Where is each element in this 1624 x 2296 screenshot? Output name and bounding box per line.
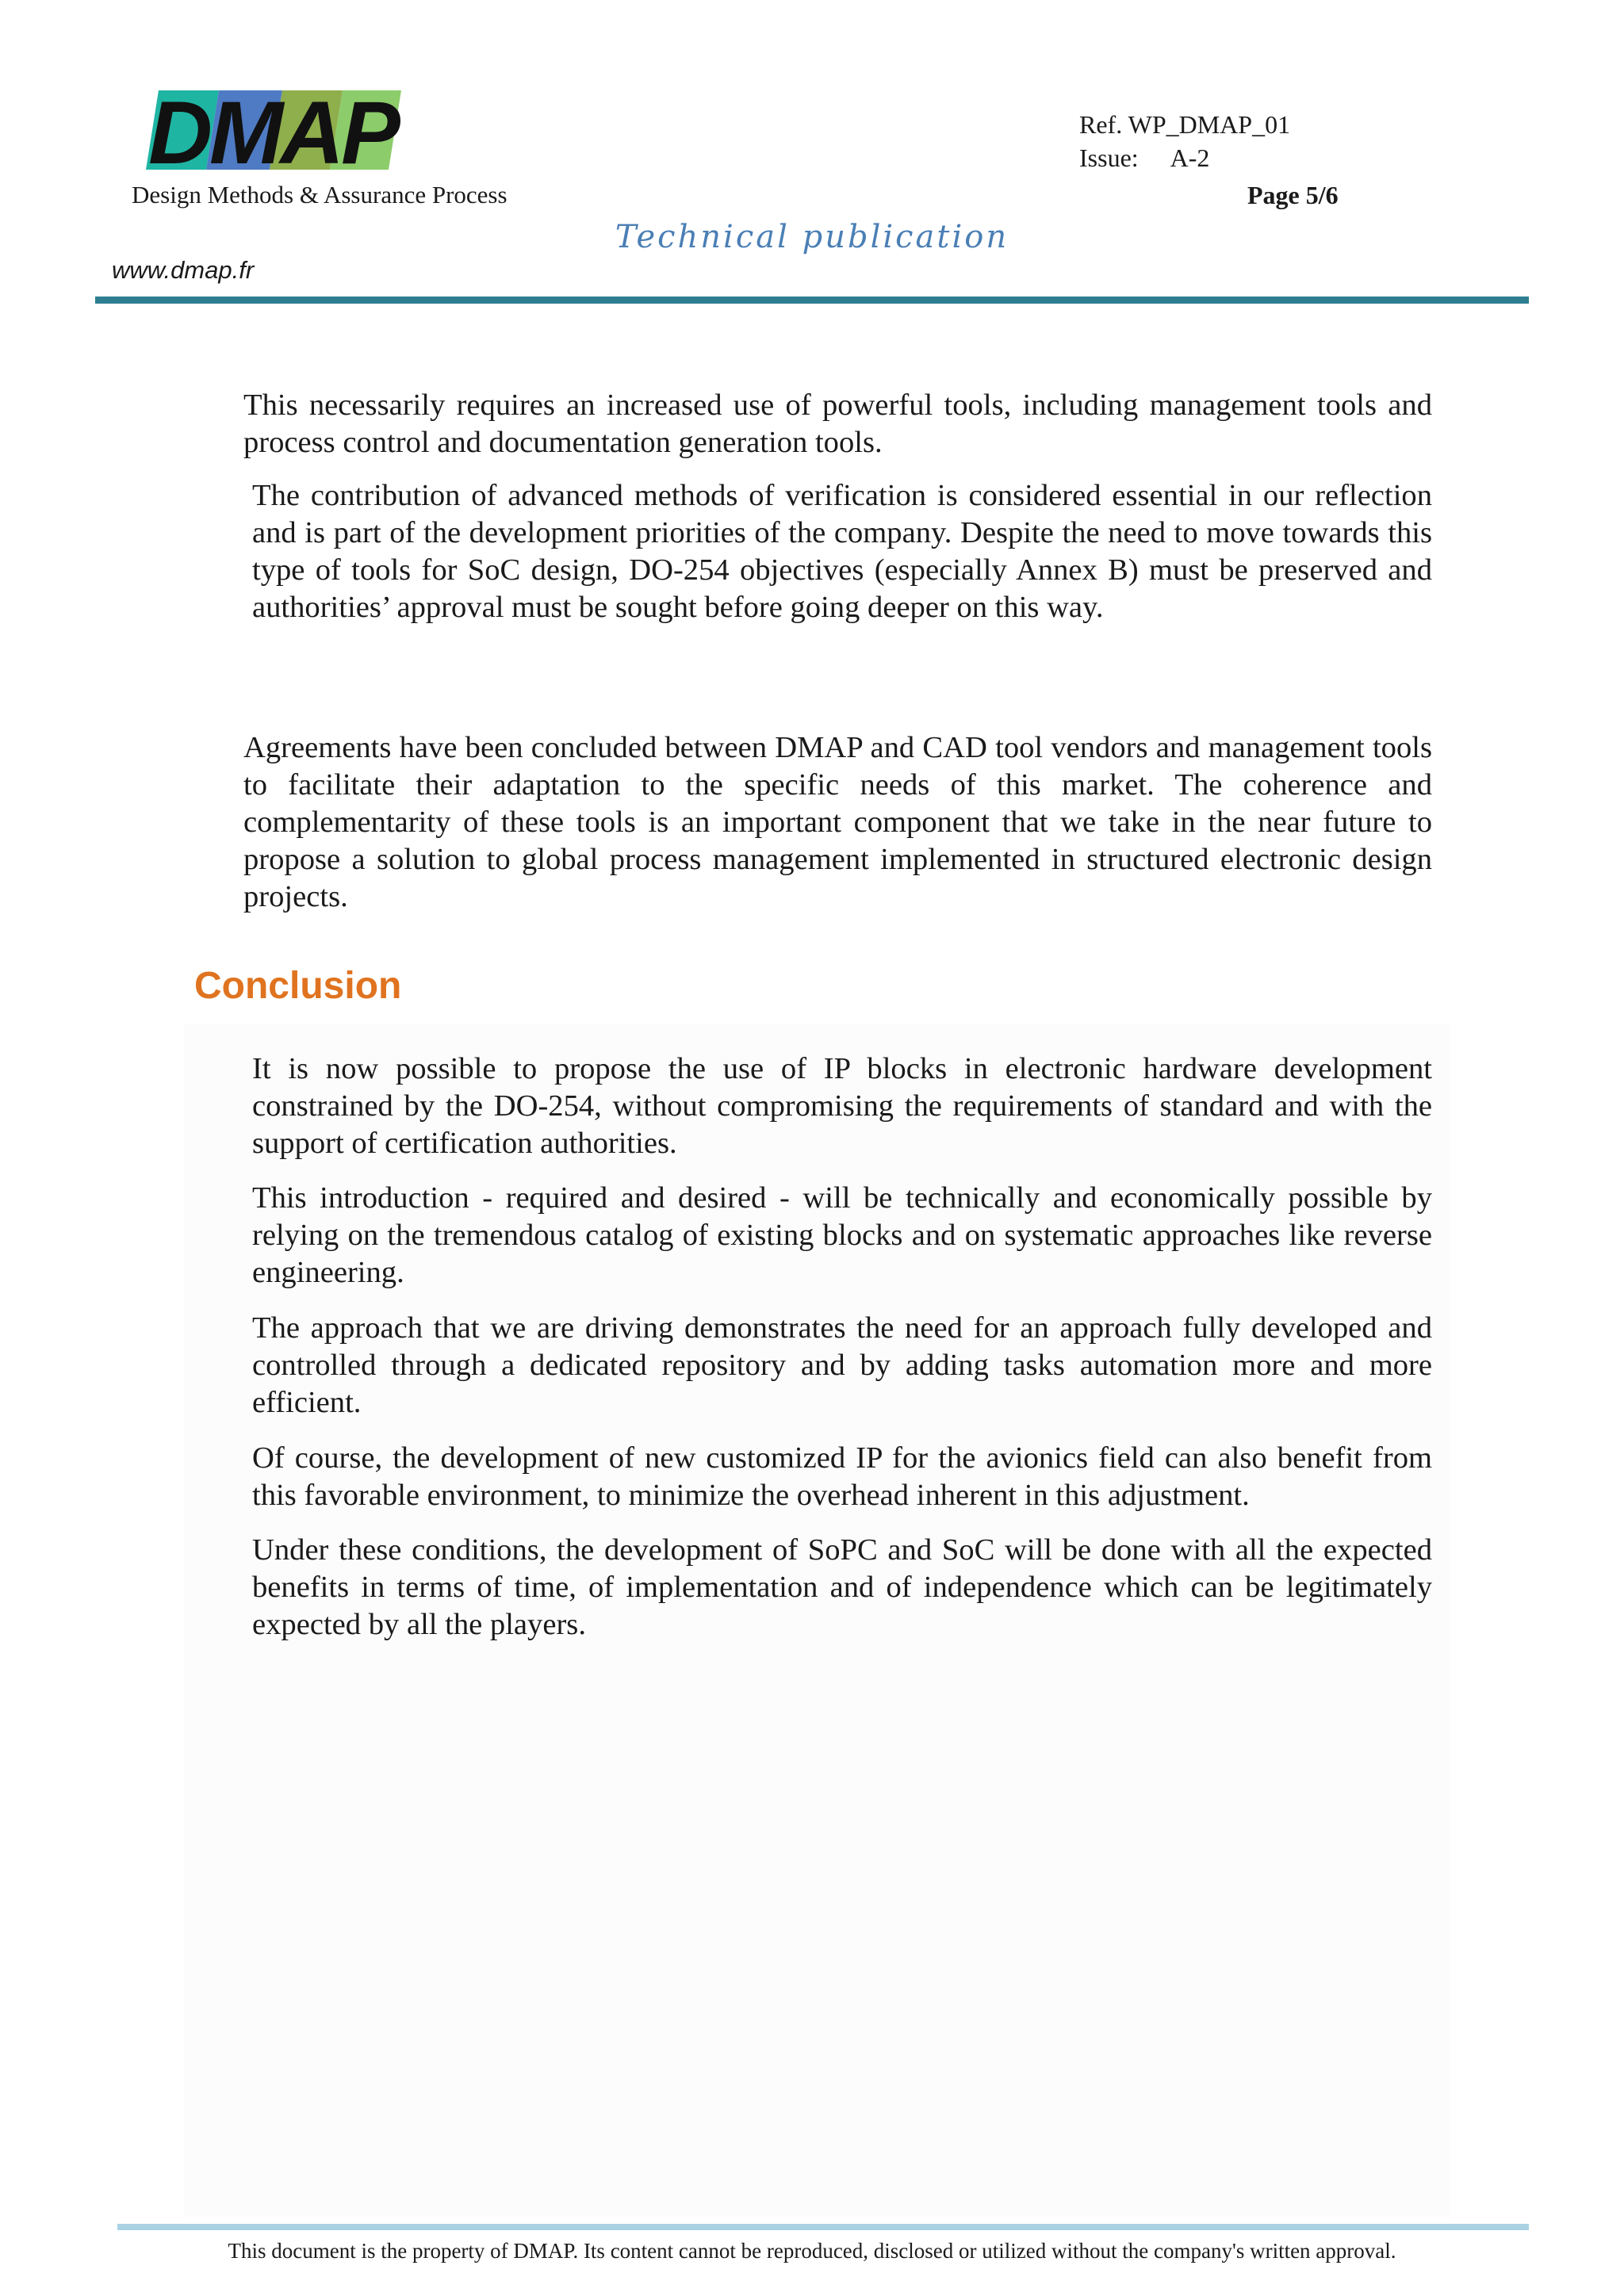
page-number: Page 5/6 xyxy=(1247,181,1339,209)
conclusion-paragraph: Of course, the development of new customized IP for the avionics field can also benefit from this favorable environment, to minimize the overhead inherent in this adjustment. xyxy=(252,1441,1432,1512)
issue-value: A-2 xyxy=(1170,144,1210,172)
paragraph: Agreements have been concluded between DMAP and CAD tool vendors and management tools to facilitate their adaptation to the specific needs of this market. The coherence and complementarity of these tools is an important component that we take in the near future to propose a solution to global process management implemented in structured electronic design projects. xyxy=(243,731,1432,913)
company-logo xyxy=(141,86,405,179)
issue-label: Issue: xyxy=(1079,144,1139,172)
section-heading-conclusion: Conclusion xyxy=(194,965,402,1007)
conclusion-paragraph: The approach that we are driving demonstrates the need for an approach fully developed and controlled through a dedicated repository and by adding tasks automation more and more efficient. xyxy=(252,1311,1432,1419)
publication-type: Technical publication xyxy=(615,219,1009,255)
document-meta xyxy=(1079,108,1290,174)
conclusion-paragraph: It is now possible to propose the use of IP blocks in electronic hardware development constrained by the DO-254, without compromising the requirements of standard and with the support of certification authorities. xyxy=(252,1052,1432,1160)
footer-divider xyxy=(117,2224,1529,2230)
document-issue xyxy=(1079,141,1290,174)
conclusion-paragraph: Under these conditions, the development of SoPC and SoC will be done with all the expected benefits in terms of time, of implementation and of independence which can be legitimately expected by all the players. xyxy=(252,1533,1432,1641)
company-name: Design Methods & Assurance Process xyxy=(132,181,508,209)
logo-text: DMAP xyxy=(148,86,397,179)
conclusion-paragraph: This introduction - required and desired - will be technically and economically possible by relying on the tremendous catalog of existing blocks and on systematic approaches like reverse engineering. xyxy=(252,1181,1432,1289)
paragraph: This necessarily requires an increased use of powerful tools, including management tools and process control and documentation generation tools. xyxy=(243,388,1432,459)
website-url: www.dmap.fr xyxy=(112,256,255,284)
paragraph: The contribution of advanced methods of verification is considered essential in our reflection and is part of the development priorities of the company. Despite the need to move towards this type of tools for SoC design, DO-254 objectives (especially Annex B) must be preserved and authorities’ approval must be sought before going deeper on this way. xyxy=(252,479,1432,624)
footer-notice: This document is the property of DMAP. Its content cannot be reproduced, disclosed or utilized without the company's written approval. xyxy=(228,2239,1396,2263)
header-divider xyxy=(95,297,1529,304)
document-ref: Ref. WP_DMAP_01 xyxy=(1079,110,1291,139)
